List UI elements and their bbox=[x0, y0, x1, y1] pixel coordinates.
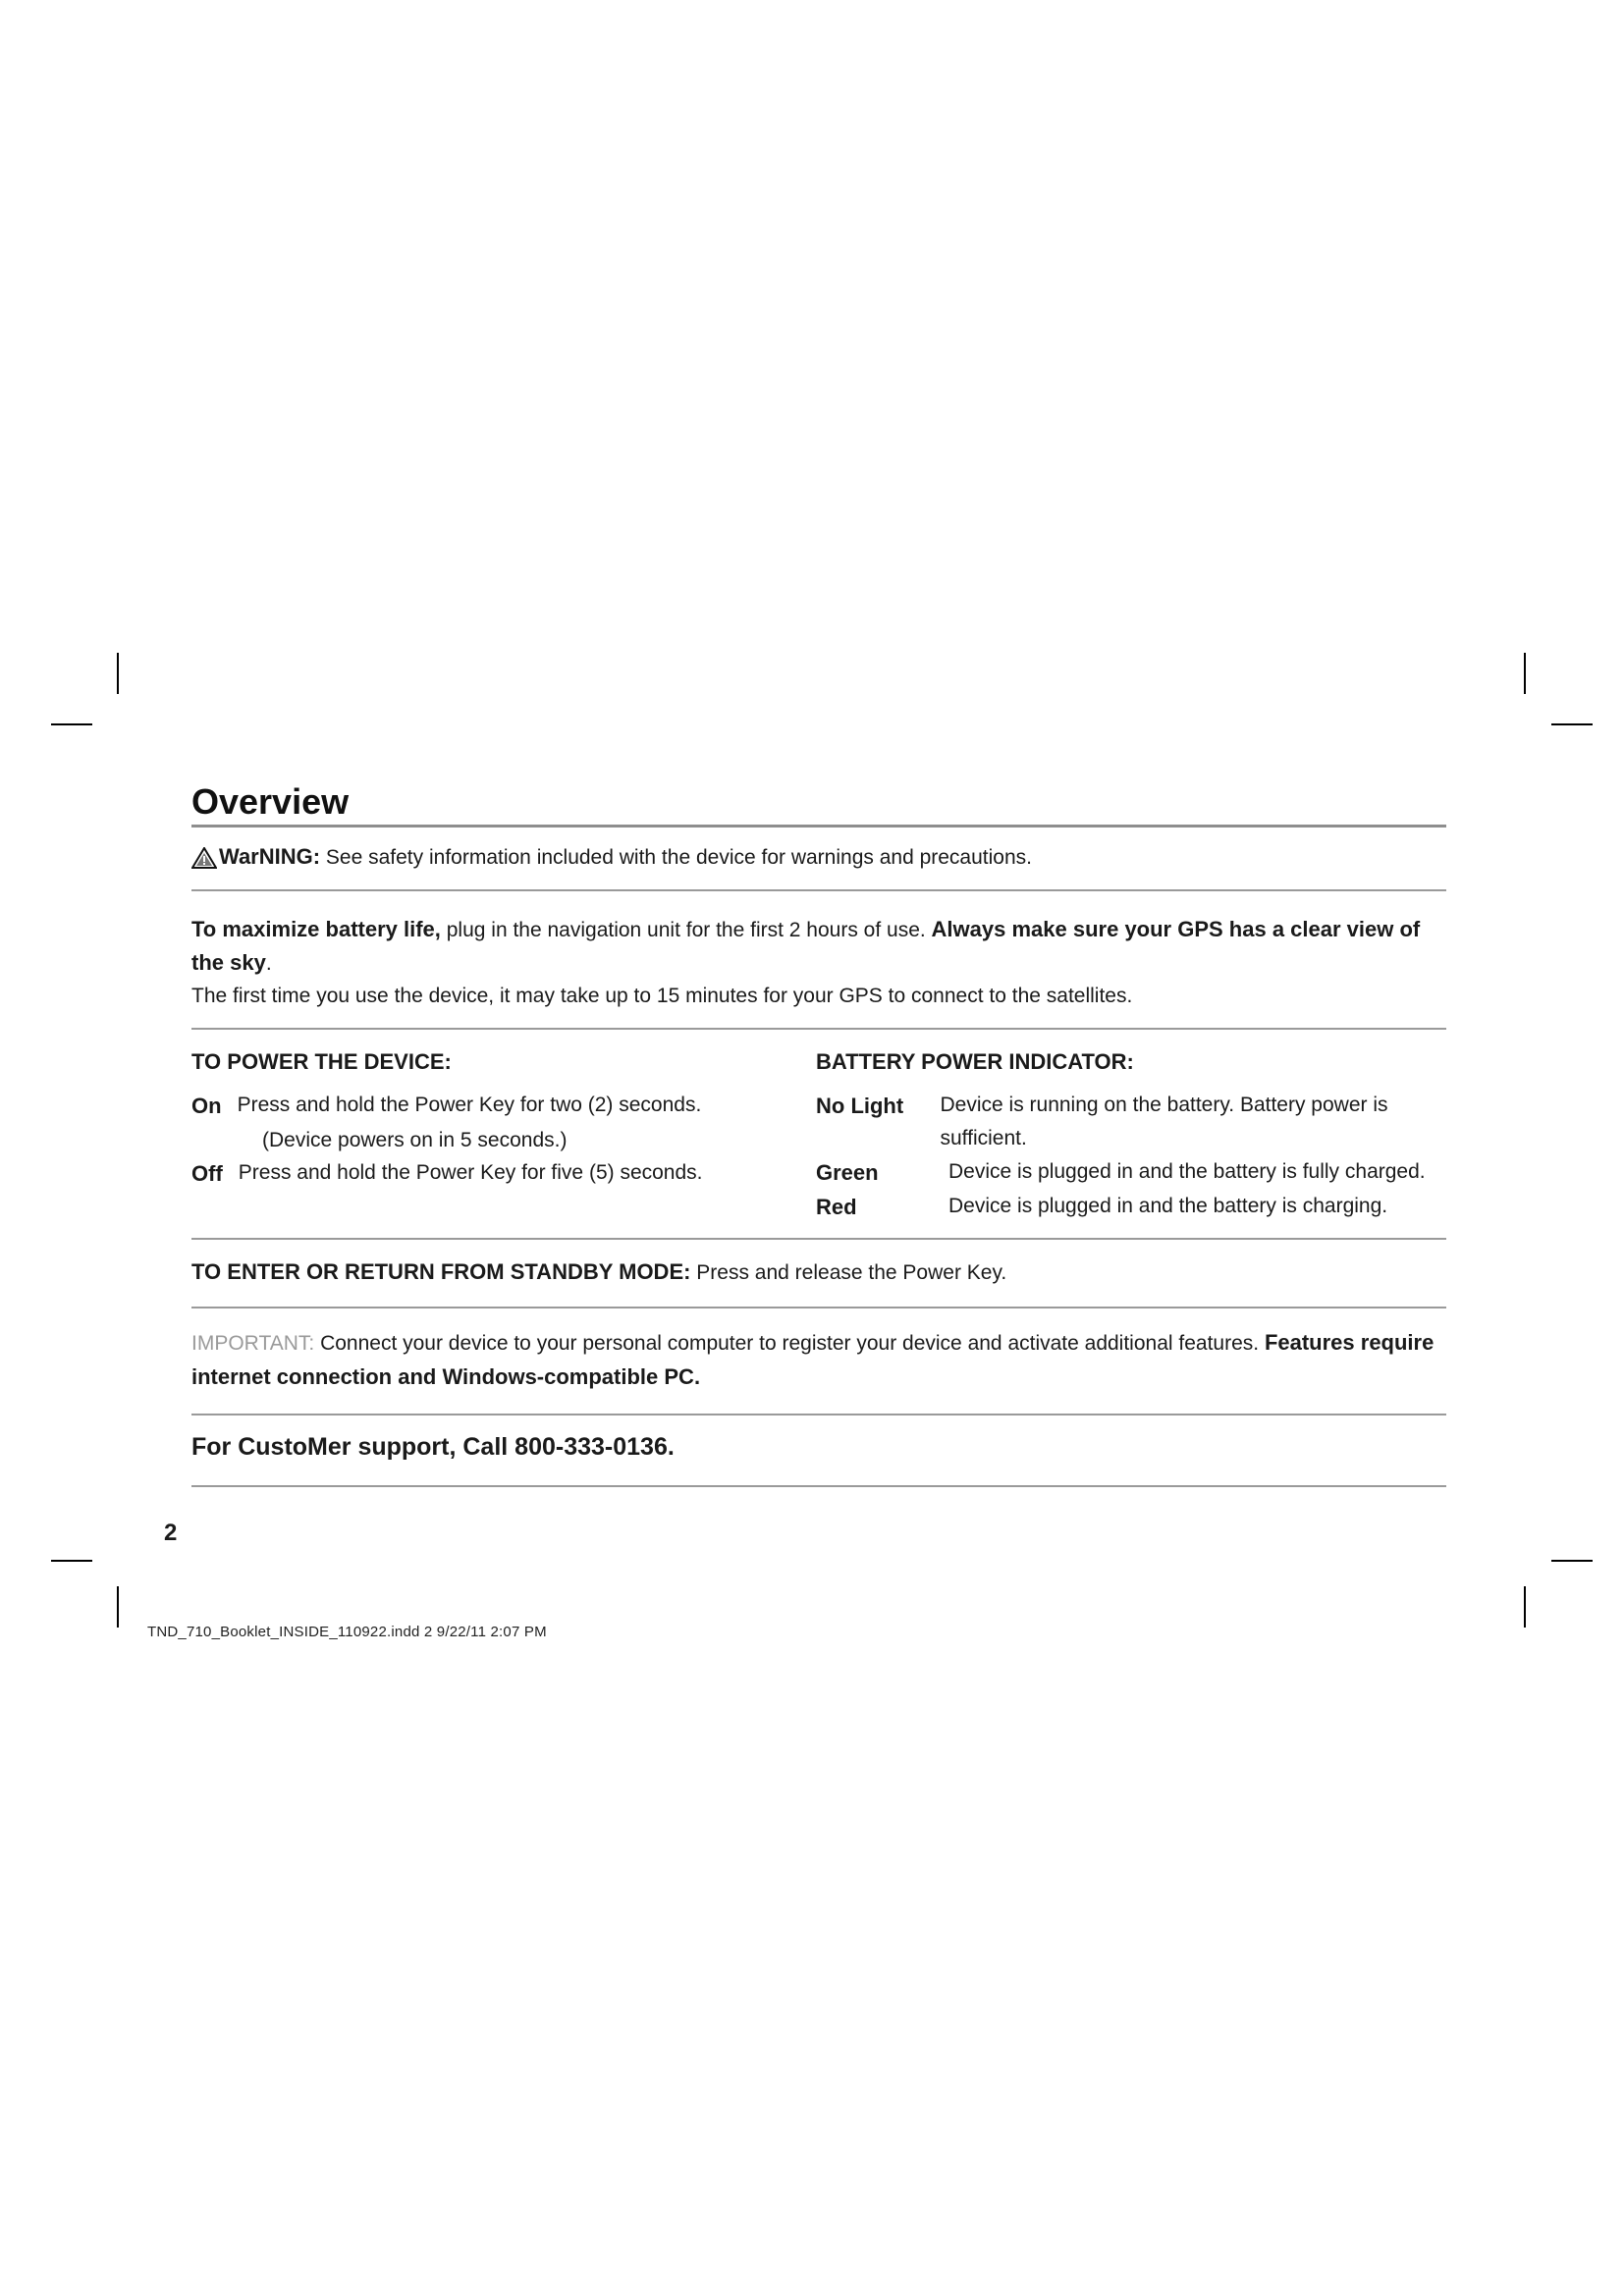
power-off-label: Off bbox=[191, 1161, 223, 1187]
crop-mark-bottom-left-vertical bbox=[117, 1586, 119, 1628]
crop-mark-top-right-vertical bbox=[1524, 653, 1526, 694]
crop-mark-top-left-horizontal bbox=[51, 723, 92, 725]
standby-text: Press and release the Power Key. bbox=[690, 1260, 1007, 1284]
indicator-row bbox=[816, 1190, 1446, 1224]
crop-mark-bottom-right-horizontal bbox=[1551, 1560, 1593, 1562]
battery-tip-period: . bbox=[265, 952, 272, 976]
power-and-battery-columns bbox=[191, 1030, 1446, 1238]
crop-mark-top-left-vertical bbox=[117, 653, 119, 694]
power-on-label: On bbox=[191, 1094, 222, 1119]
indicator-label: Green bbox=[816, 1159, 879, 1185]
battery-tip-lead: To maximize battery life, bbox=[191, 916, 441, 941]
warning-triangle-icon bbox=[191, 847, 217, 869]
crop-mark-top-right-horizontal bbox=[1551, 723, 1593, 725]
power-on-note-row bbox=[191, 1124, 816, 1157]
warning-text: See safety information included with the device for warnings and precautions. bbox=[320, 846, 1032, 870]
page-title: Overview bbox=[191, 781, 350, 822]
important-text: Connect your device to your personal computer to register your device and activate additional features. bbox=[314, 1331, 1265, 1355]
crop-mark-bottom-left-horizontal bbox=[51, 1560, 92, 1562]
customer-support: For CustoMer support, Call 800-333-0136. bbox=[191, 1433, 675, 1462]
indicator-text: Device is running on the battery. Battery power is sufficient. bbox=[940, 1094, 1388, 1150]
battery-indicator-heading: BATTERY POWER INDICATOR: bbox=[816, 1049, 1134, 1075]
battery-tip bbox=[191, 891, 1446, 1029]
overview-section bbox=[191, 780, 1446, 1487]
battery-indicator-column bbox=[816, 1049, 1446, 1224]
power-off-text: Press and hold the Power Key for five (5) seconds. bbox=[238, 1161, 703, 1185]
power-on-text: Press and hold the Power Key for two (2) seconds. bbox=[237, 1094, 702, 1117]
indicator-text: Device is plugged in and the battery is charging. bbox=[948, 1194, 1388, 1217]
important-notice bbox=[191, 1308, 1446, 1414]
power-on-row bbox=[191, 1089, 816, 1123]
standby-instructions bbox=[191, 1240, 1446, 1307]
gps-connect-note: The first time you use the device, it may take up to 15 minutes for your GPS to connect to the satellites. bbox=[191, 984, 1133, 1007]
warning-label: WarNING: bbox=[219, 844, 321, 870]
indicator-text: Device is plugged in and the battery is fully charged. bbox=[948, 1159, 1426, 1183]
crop-mark-bottom-right-vertical bbox=[1524, 1586, 1526, 1628]
standby-label: TO ENTER OR RETURN FROM STANDBY MODE: bbox=[191, 1258, 691, 1284]
battery-tip-emphasis: Always make sure your GPS has a clear view of the sky bbox=[191, 916, 1421, 976]
power-on-note: (Device powers on in 5 seconds.) bbox=[262, 1128, 568, 1151]
power-column bbox=[191, 1049, 816, 1224]
indicator-label: Red bbox=[816, 1194, 857, 1219]
divider bbox=[191, 1485, 1446, 1487]
power-heading: TO POWER THE DEVICE: bbox=[191, 1049, 452, 1075]
important-label: IMPORTANT: bbox=[191, 1331, 315, 1355]
indicator-row bbox=[816, 1089, 1446, 1154]
indicator-row bbox=[816, 1155, 1446, 1190]
page-number: 2 bbox=[164, 1520, 178, 1546]
indicator-label: No Light bbox=[816, 1094, 904, 1119]
print-slug: TND_710_Booklet_INSIDE_110922.indd 2 9/22/11 2:07 PM bbox=[147, 1624, 547, 1640]
warning-notice bbox=[191, 828, 1446, 889]
power-off-row bbox=[191, 1156, 816, 1191]
battery-tip-text: plug in the navigation unit for the first 2 hours of use. bbox=[440, 918, 932, 941]
important-emphasis: Features require internet connection and Windows-compatible PC. bbox=[191, 1329, 1435, 1389]
